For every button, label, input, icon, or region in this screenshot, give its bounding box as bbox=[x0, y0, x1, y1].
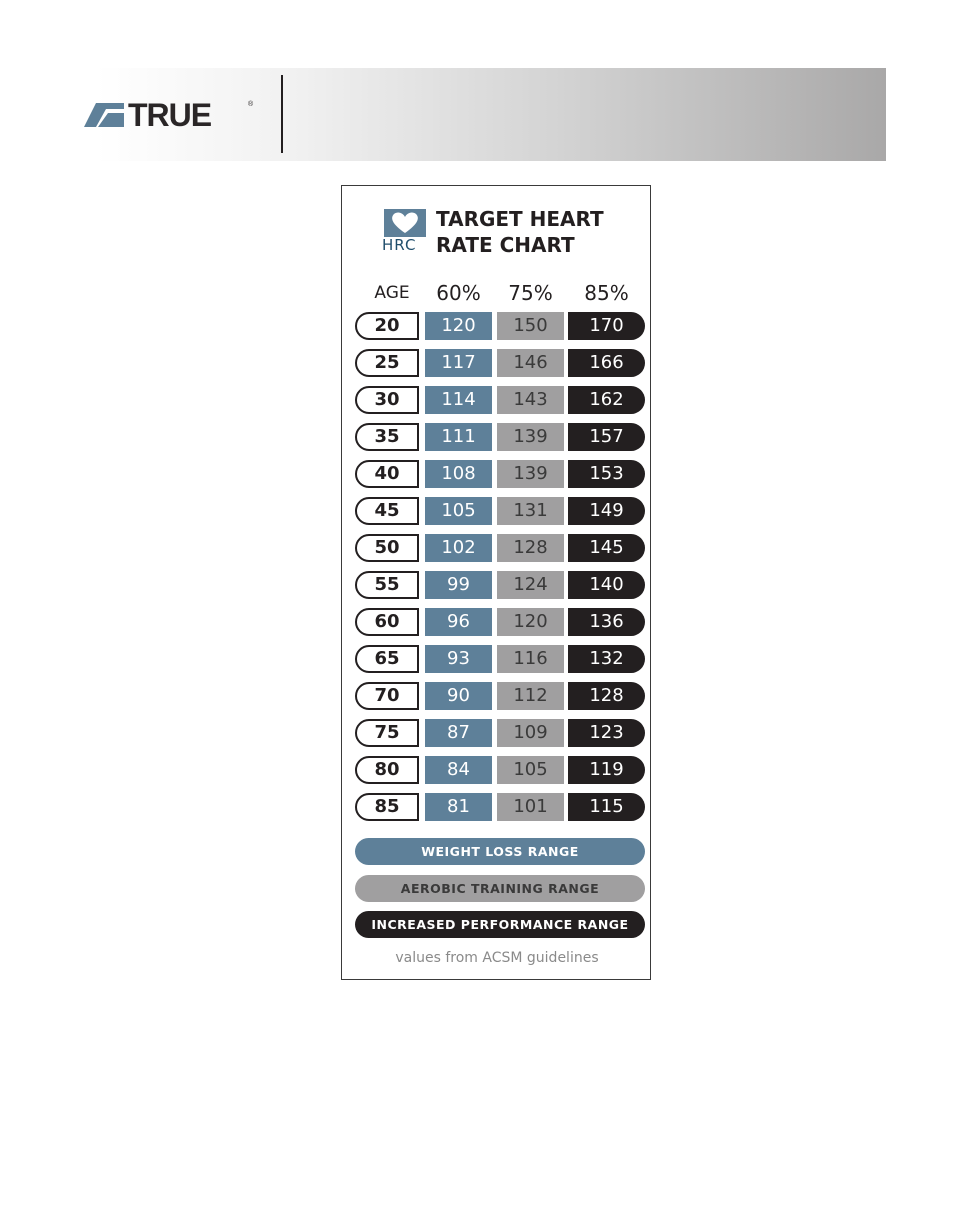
aerobic-cell: 124 bbox=[497, 571, 564, 599]
performance-cell: 115 bbox=[568, 793, 645, 821]
age-cell: 25 bbox=[355, 349, 419, 377]
chart-title-line2: RATE CHART bbox=[436, 233, 575, 257]
weight-loss-cell: 99 bbox=[425, 571, 492, 599]
aerobic-cell: 105 bbox=[497, 756, 564, 784]
performance-cell: 132 bbox=[568, 645, 645, 673]
performance-cell: 136 bbox=[568, 608, 645, 636]
table-row bbox=[355, 682, 645, 710]
heart-icon bbox=[384, 209, 426, 237]
weight-loss-cell: 102 bbox=[425, 534, 492, 562]
aerobic-cell: 143 bbox=[497, 386, 564, 414]
performance-cell: 153 bbox=[568, 460, 645, 488]
aerobic-cell: 120 bbox=[497, 608, 564, 636]
age-cell: 20 bbox=[355, 312, 419, 340]
table-row bbox=[355, 349, 645, 377]
age-cell: 35 bbox=[355, 423, 419, 451]
aerobic-cell: 128 bbox=[497, 534, 564, 562]
table-row bbox=[355, 571, 645, 599]
true-logo-mark-icon bbox=[84, 103, 124, 127]
performance-cell: 123 bbox=[568, 719, 645, 747]
weight-loss-cell: 114 bbox=[425, 386, 492, 414]
table-row bbox=[355, 793, 645, 821]
table-row bbox=[355, 497, 645, 525]
aerobic-cell: 101 bbox=[497, 793, 564, 821]
weight-loss-cell: 93 bbox=[425, 645, 492, 673]
age-cell: 80 bbox=[355, 756, 419, 784]
header-divider bbox=[281, 75, 283, 153]
legend-weight-loss: WEIGHT LOSS RANGE bbox=[355, 838, 645, 865]
table-row bbox=[355, 608, 645, 636]
aerobic-cell: 109 bbox=[497, 719, 564, 747]
aerobic-cell: 150 bbox=[497, 312, 564, 340]
age-cell: 75 bbox=[355, 719, 419, 747]
age-cell: 50 bbox=[355, 534, 419, 562]
column-header-85: 85% bbox=[584, 281, 629, 305]
weight-loss-cell: 105 bbox=[425, 497, 492, 525]
table-row bbox=[355, 423, 645, 451]
weight-loss-cell: 96 bbox=[425, 608, 492, 636]
brand-name: TRUE bbox=[128, 97, 212, 133]
performance-cell: 166 bbox=[568, 349, 645, 377]
age-cell: 70 bbox=[355, 682, 419, 710]
true-logo bbox=[84, 97, 254, 133]
age-cell: 45 bbox=[355, 497, 419, 525]
weight-loss-cell: 87 bbox=[425, 719, 492, 747]
table-row bbox=[355, 386, 645, 414]
weight-loss-cell: 111 bbox=[425, 423, 492, 451]
legend-aerobic-training: AEROBIC TRAINING RANGE bbox=[355, 875, 645, 902]
table-row bbox=[355, 312, 645, 340]
column-header-age: AGE bbox=[374, 283, 410, 303]
weight-loss-cell: 90 bbox=[425, 682, 492, 710]
performance-cell: 140 bbox=[568, 571, 645, 599]
performance-cell: 145 bbox=[568, 534, 645, 562]
aerobic-cell: 116 bbox=[497, 645, 564, 673]
chart-title bbox=[436, 206, 604, 258]
age-cell: 55 bbox=[355, 571, 419, 599]
weight-loss-cell: 81 bbox=[425, 793, 492, 821]
source-note: values from ACSM guidelines bbox=[395, 950, 599, 966]
performance-cell: 149 bbox=[568, 497, 645, 525]
aerobic-cell: 131 bbox=[497, 497, 564, 525]
age-cell: 30 bbox=[355, 386, 419, 414]
table-row bbox=[355, 719, 645, 747]
table-row bbox=[355, 534, 645, 562]
legend-increased-performance: INCREASED PERFORMANCE RANGE bbox=[355, 911, 645, 938]
performance-cell: 170 bbox=[568, 312, 645, 340]
trademark-symbol: ® bbox=[248, 101, 254, 108]
heart-rate-chart-card bbox=[341, 185, 651, 980]
age-cell: 85 bbox=[355, 793, 419, 821]
weight-loss-cell: 84 bbox=[425, 756, 492, 784]
aerobic-cell: 139 bbox=[497, 460, 564, 488]
column-header-60: 60% bbox=[436, 281, 481, 305]
performance-cell: 119 bbox=[568, 756, 645, 784]
table-row bbox=[355, 645, 645, 673]
aerobic-cell: 139 bbox=[497, 423, 564, 451]
aerobic-cell: 146 bbox=[497, 349, 564, 377]
aerobic-cell: 112 bbox=[497, 682, 564, 710]
age-cell: 60 bbox=[355, 608, 419, 636]
performance-cell: 157 bbox=[568, 423, 645, 451]
performance-cell: 162 bbox=[568, 386, 645, 414]
hrc-label: HRC bbox=[382, 236, 417, 254]
table-row bbox=[355, 756, 645, 784]
performance-cell: 128 bbox=[568, 682, 645, 710]
weight-loss-cell: 117 bbox=[425, 349, 492, 377]
column-header-75: 75% bbox=[508, 281, 553, 305]
chart-title-line1: TARGET HEART bbox=[436, 207, 604, 231]
age-cell: 40 bbox=[355, 460, 419, 488]
weight-loss-cell: 108 bbox=[425, 460, 492, 488]
weight-loss-cell: 120 bbox=[425, 312, 492, 340]
age-cell: 65 bbox=[355, 645, 419, 673]
table-row bbox=[355, 460, 645, 488]
